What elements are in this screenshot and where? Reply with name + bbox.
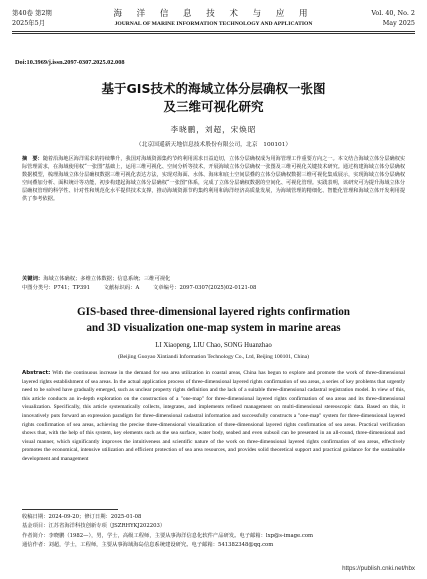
title-cn [20,80,407,116]
footnote-received-date: 收稿日期：2024-09-20；修订日期：2025-01-08 [22,514,142,520]
affiliation-cn: （北京国遥新天地信息技术股份有限公司，北京 100101） [135,142,292,148]
title-en-line-1: GIS-based three-dimensional layered rights confirmation [76,306,351,318]
volume-issue-en: Vol. 40, No. 2 [371,9,415,17]
title-cn-line-1: 基于GIS技术的海域立体分层确权一张图 [101,81,326,96]
abstract-en [22,369,405,464]
journal-name-en: JOURNAL OF MARINE INFORMATION TECHNOLOGY AND APPLICATION [114,21,313,27]
classification-cn [22,284,405,292]
footnote-funding: 基金项目：江苏省海洋科技创新专项（JSZRHYKJ202203） [22,523,166,530]
doi: Doi:10.3969/j.issn.2097-0307.2025.02.008 [15,59,125,66]
footnote-rule [22,509,118,510]
authors-cn: 李晓鹏，刘超，宋焕昭 [170,125,257,134]
volume-issue-cn: 第40卷 第2期 [12,9,52,17]
date-cn: 2025年5月 [12,19,46,27]
journal-name-cn: 海 洋 信 息 技 术 与 应 用 [113,9,314,19]
title-cn-line-2: 及三维可视化研究 [163,99,264,114]
header-rule-bottom [12,33,415,34]
header-rule-top [12,31,415,32]
title-en [20,304,407,336]
keywords-cn [22,275,405,283]
footnote-author-bio: 作者简介：李晓鹏（1982—），男，学士，高级工程师，主要从事海洋信息化软件产品研发。电子邮箱：lxp@s-image.com [22,532,314,539]
authors-en: LI Xiaopeng, LIU Chao, SONG Huanzhao [155,342,272,349]
affiliation-en: (Beijing Guoyao Xintiandi Information Technology Co., Ltd, Beijing 100101, China) [117,354,310,360]
keywords-cn-label: 关键词： [22,276,44,282]
abstract-en-text: With the continuous increase in the demand for sea area utilization in coastal areas, China has begun to explore and promote the work of three-dimensional layered rights establishment of sea areas. In the actual application process of three-dimensional layered rights confirmation of sea areas, a series of key problems that urgently need to be solved have gradually emerged, such as unclear property rights definition and the lack of a suitable three-dimensional cadastral registration model. In view of this, this article conducts an in-depth exploration on the construction of a "one-map" for three-dimensional layered rights confirmation of sea areas and its three-dimensional visualization. Specifically, this article systematically collects, integrates, and implements refined management on multi-dimensional stereoscopic data. Based on this, it innovatively puts forward an expression paradigm for three-dimensional cadastral information and successfully constructs a "one-map" system for three-dimensional layered rights confirmation of sea areas, achieving the precise three-dimensional visualization of three-dimensional layered rights confirmation of sea areas. Practical verification shows that, with the help of this system, key elements such as the sea surface, water body, seabed and even subsoil can be presented in an all-round, three-dimensional and visual manner, which significantly improves the intuitiveness and scientific nature of the work on three-dimensional layered rights confirmation of sea areas, effectively promotes the economical, intensive utilization and efficient protection of sea area resources, and provides solid theoretical support and practical guidance for the sustainable development and management [22,370,405,462]
cnki-watermark-link[interactable]: https://publish.cnki.net/hbx [342,565,415,572]
abstract-en-label: Abstract: [22,370,51,376]
title-en-line-2: and 3D visualization one-map system in marine areas [86,322,341,334]
date-en: May 2025 [382,19,415,27]
clc-number: 中图分类号：P741；TP391 [22,285,90,291]
document-code: 文献标识码：A [103,285,140,291]
footnote-corresponding-author: 通信作者：刘超，学士，工程师，主要从事海域海岛信息系统建设研究。电子邮箱：541382348@qq.com [22,541,274,548]
header-right [371,8,415,28]
header-center [82,8,345,29]
keywords-cn-text: 海域立体确权；多维立体数据；信息系统；三维可视化 [43,276,171,282]
abstract-cn-label: 摘 要： [22,156,43,162]
header-left [12,8,52,28]
abstract-cn [22,155,405,204]
footnotes [22,513,405,550]
article-number: 文章编号：2097-0307(2025)02-0121-08 [152,285,257,291]
abstract-cn-text: 随着沿海地区海洋需求的持续攀升，我国对海域资源集约节约利用需求日益迫切，立体分层确权成为用海管理工作重要方向之一。本文结合海域立体分层确权实际管理需求，在海域使用权“一张图”基础上，运用三维可视化、空间分析等技术，开展海域立体分层确权一张图及三维可视化关键技术研究。通过构建海域立体分层确权数据模型，梳理海域立体分层确权数据三维可视化表达方法，实现对海面、水体、海床和底土空间层叠的立体分层确权数据三维可视化集成展示，实现海域立体分层确权空间叠加分析、面积统计等功能，初步构建起海域立体分层确权“一张图”体系，完成了立体分层确权数据的空间化、可视化管理。实践表明，该研究可为提升海域立体分层确权管理的科学性、针对性和规范化水平提供技术支撑，推动海域资源节约集约利用和海洋经济高质量发展，为海域管理的精细化、智能化管理和海域立体开发利用提供了参考依据。 [22,156,406,203]
journal-header [12,8,415,42]
